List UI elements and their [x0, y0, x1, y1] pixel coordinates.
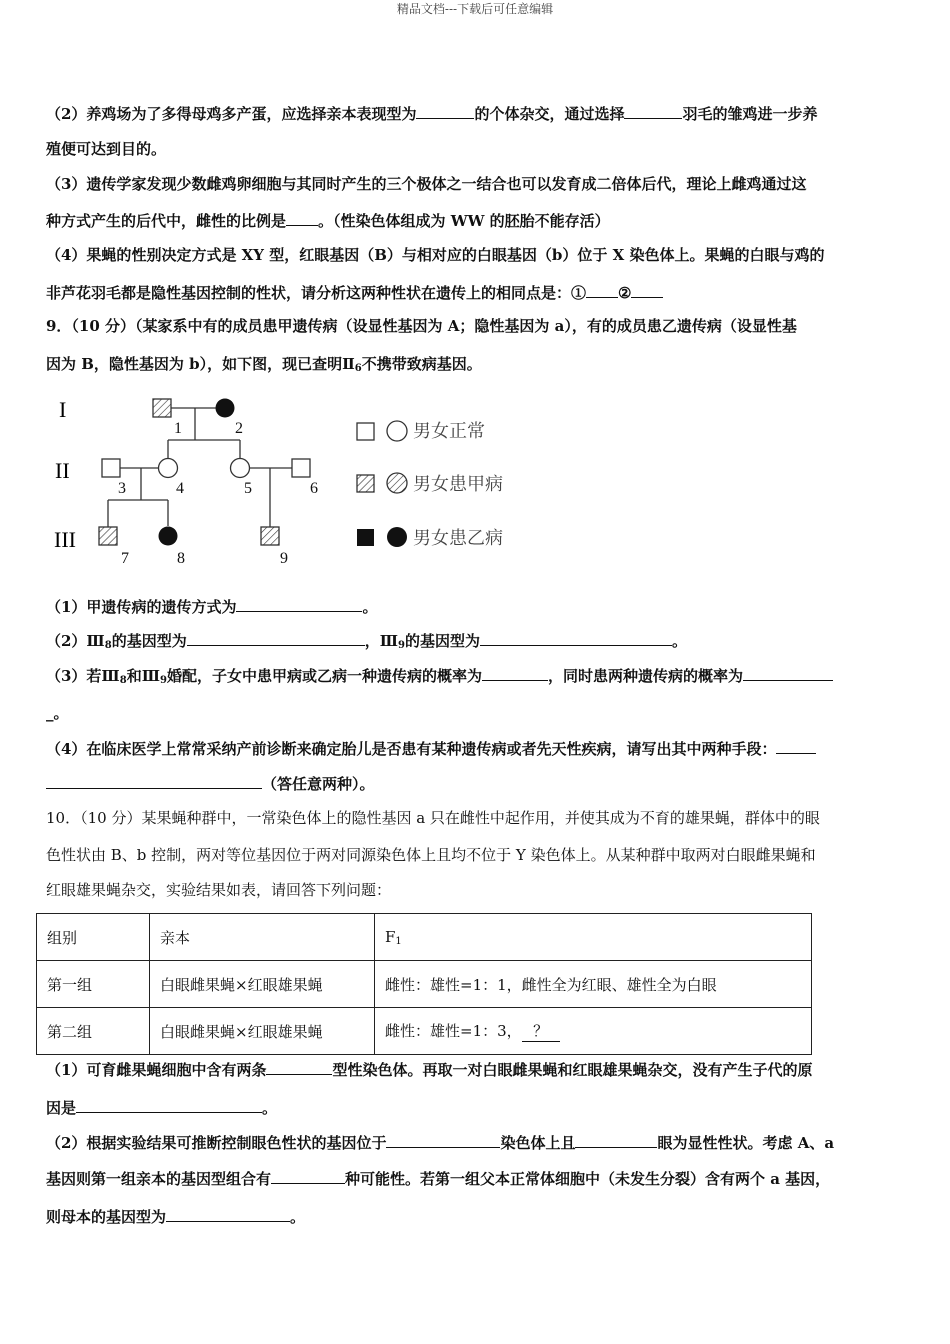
table-cell: 白眼雌果蝇×红眼雄果蝇: [150, 1008, 375, 1055]
results-table: [36, 913, 812, 1055]
q8-3-line2: 种方式产生的后代中，雌性的比例是 。（性染色体组成为 WW 的胚胎不能存活）: [46, 212, 610, 230]
label-9: 9: [280, 550, 288, 567]
individual-III8: [159, 527, 178, 546]
q10-2-line1: （2）根据实验结果可推断控制眼色性状的基因位于 染色体上且 眼为显性性状。考虑 A、a: [46, 1134, 835, 1152]
q9-2: $(2)Ⅲ_8$的基因型为 ，$Ⅲ_9$的基因型为 。: [46, 632, 687, 651]
blank: [743, 665, 833, 681]
individual-II5: [231, 459, 250, 478]
gen-label-III: III: [54, 527, 76, 552]
table-row: [37, 961, 812, 1008]
q9-intro-line2: 因为 B，隐性基因为 b），如下图，现已查明$Ⅱ_6$不携带致病基因。: [46, 355, 482, 374]
label-6: 6: [310, 480, 318, 497]
q8-2-line2: 殖便可达到目的。: [46, 140, 167, 158]
individual-I1: [153, 399, 171, 417]
legend: [357, 421, 503, 548]
blank: [236, 596, 362, 612]
blank: [76, 1097, 262, 1113]
q10-2-line2: 基因则第一组亲本的基因型组合有 种可能性。若第一组父本正常体细胞中（未发生分裂）含有两个 a 基因，: [46, 1170, 831, 1188]
table-cell: 雌性：雄性=1：1，雌性全为红眼、雄性全为白眼: [375, 961, 812, 1008]
label-2: 2: [235, 420, 243, 437]
legend-normal-label: 男女正常: [413, 421, 485, 441]
q9-intro-line1: 9．（10 分）（某家系中有的成员患甲遗传病（设显性基因为 A；隐性基因为 a），有的成员患乙遗传病（设显性基: [46, 317, 797, 335]
pedigree-chart: [40, 393, 560, 573]
individual-III7: [99, 527, 117, 545]
legend-normal-male: [357, 423, 374, 440]
legend-jia-male: [357, 475, 374, 492]
legend-yi-male: [357, 529, 374, 546]
q8-4-line2: 非芦花羽毛都是隐性基因控制的性状，请分析这两种性状在遗传上的相同点是：① ②: [46, 282, 906, 303]
blank: [416, 103, 474, 119]
label-8: 8: [177, 550, 185, 567]
blank: [480, 630, 672, 646]
table-header-row: [37, 914, 812, 961]
label-4: 4: [176, 480, 184, 497]
blank: [776, 738, 816, 754]
blank: [575, 1132, 657, 1148]
blank: [482, 665, 548, 681]
legend-normal-female: [387, 421, 407, 441]
individual-III9: [261, 527, 279, 545]
legend-jia-label: 男女患甲病: [413, 474, 503, 494]
individual-II6: [292, 459, 310, 477]
gen-label-I: I: [59, 397, 67, 422]
table-cell: 第二组: [37, 1008, 150, 1055]
blank: [586, 282, 618, 298]
blank: [187, 630, 365, 646]
q10-intro-line1: 10．（10 分）某果蝇种群中，一常染色体上的隐性基因 a 只在雌性中起作用，并使其成为不育的雄果蝇，群体中的眼: [46, 809, 820, 827]
q8-3-line1: （3）遗传学家发现少数雌鸡卵细胞与其同时产生的三个极体之一结合也可以发育成二倍体后代，理论上雌鸡通过这: [46, 175, 807, 193]
q10-intro-line2: 色性状由 B、b 控制，两对等位基因位于两对同源染色体上且均不位于 Y 染色体上。从某种群中取两对白眼雌果蝇和: [46, 846, 816, 864]
blank: [266, 1059, 332, 1075]
q10-1-line1: （1）可育雌果蝇细胞中含有两条 型性染色体。再取一对白眼雌果蝇和红眼雄果蝇杂交，没有产生子代的原: [46, 1061, 813, 1079]
table-header-cell: 组别: [37, 914, 150, 961]
individual-I2: [216, 399, 235, 418]
label-3: 3: [118, 480, 126, 497]
blank: [631, 282, 663, 298]
blank: [166, 1206, 290, 1222]
label-7: 7: [121, 550, 129, 567]
blank: [46, 773, 262, 789]
table-cell: 雌性：雄性=1：3， ？: [375, 1008, 812, 1055]
table-row: [37, 1008, 812, 1055]
q10-1-line2: 因是 。: [46, 1099, 278, 1117]
gen-label-II: II: [55, 458, 70, 483]
pedigree-lines: [108, 408, 292, 527]
q9-4-line1: （4）在临床医学上常常采纳产前诊断来确定胎儿是否患有某种遗传病或者先天性疾病，请写出其中两种手段：: [46, 738, 906, 759]
label-5: 5: [244, 480, 252, 497]
blank: [624, 103, 682, 119]
blank: [286, 210, 318, 226]
blank: [271, 1168, 345, 1184]
legend-jia-female: [387, 473, 407, 493]
q10-intro-line3: 红眼雄果蝇杂交，实验结果如表，请回答下列问题：: [46, 881, 392, 899]
q9-1: （1）甲遗传病的遗传方式为 。: [46, 598, 378, 616]
legend-yi-female: [387, 527, 407, 547]
q9-4-line2: （答任意两种）。: [46, 773, 906, 794]
page-header: 精品文档---下载后可任意编辑: [396, 2, 554, 16]
individual-II3: [102, 459, 120, 477]
q8-4-line1: （4）果蝇的性别决定方式是 XY 型，红眼基因（B）与相对应的白眼基因（b）位于 X 染色体上。果蝇的白眼与鸡的: [46, 246, 825, 264]
table-cell: 白眼雌果蝇×红眼雄果蝇: [150, 961, 375, 1008]
q8-2-line1: （2）养鸡场为了多得母鸡多产蛋，应选择亲本表现型为 的个体杂交，通过选择 羽毛的雏鸡进一步养: [46, 105, 818, 123]
blank: [386, 1132, 500, 1148]
individual-II4: [159, 459, 178, 478]
q10-2-line3: 则母本的基因型为 。: [46, 1208, 306, 1226]
q9-3-line2: _。: [46, 704, 69, 722]
legend-yi-label: 男女患乙病: [413, 528, 503, 548]
table-header-cell: $F_1$: [375, 914, 812, 961]
label-1: 1: [174, 420, 182, 437]
table-header-cell: 亲本: [150, 914, 375, 961]
table-cell: 第一组: [37, 961, 150, 1008]
q9-3-line1: （3）若$Ⅲ_8$和$Ⅲ_9$婚配，子女中患甲病或乙病一种遗传病的概率为 ，同时患两种遗传病的概率为: [46, 665, 906, 691]
